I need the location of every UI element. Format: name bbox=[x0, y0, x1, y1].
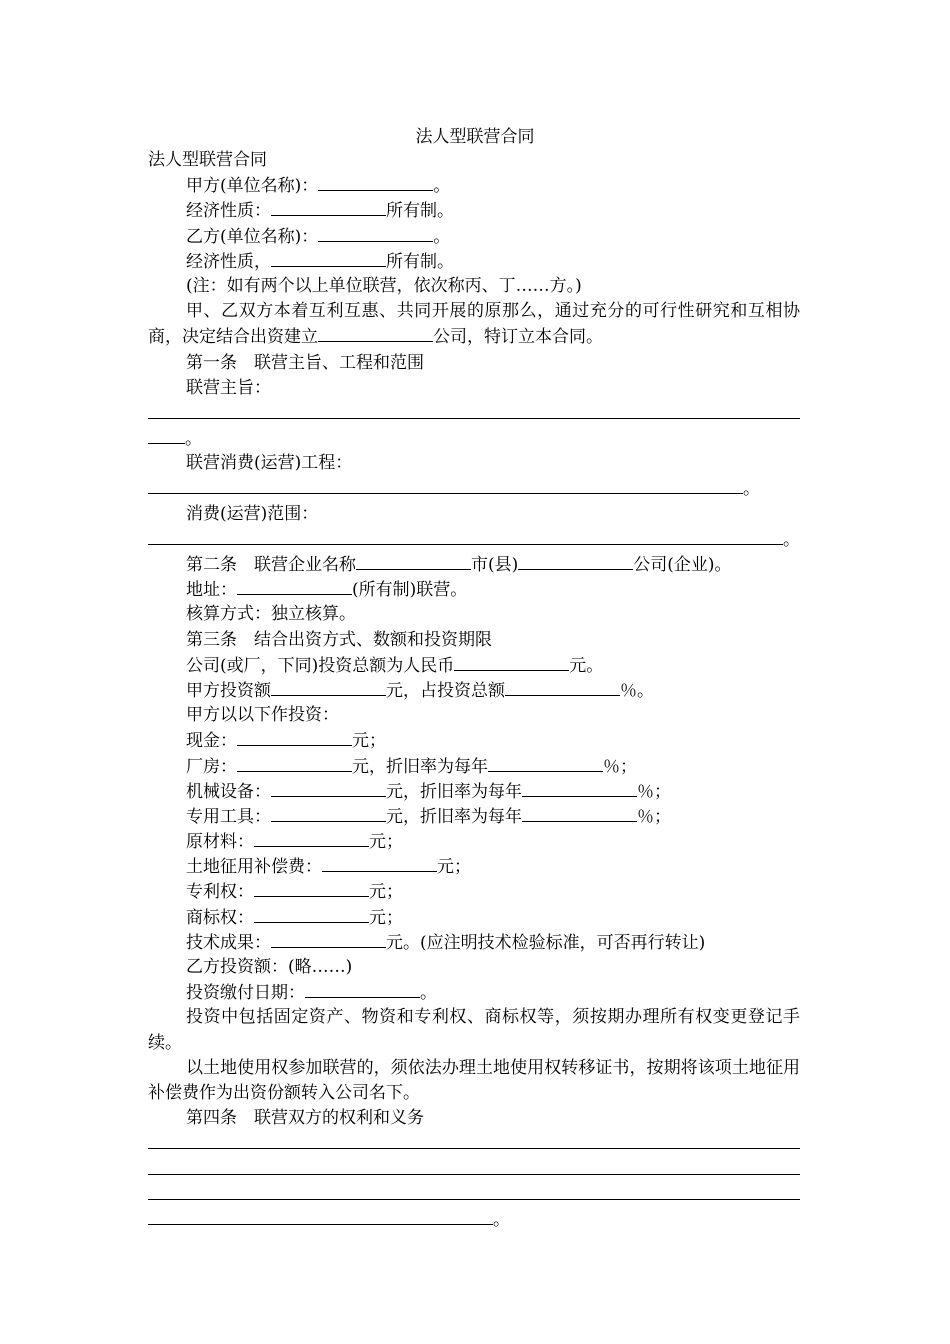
blank bbox=[488, 754, 603, 772]
blank bbox=[518, 552, 633, 570]
party-b-name-line: 乙方(单位名称)： 。 bbox=[148, 224, 800, 249]
blank bbox=[148, 426, 185, 444]
project-blank-line: 。 bbox=[148, 476, 800, 501]
blank bbox=[318, 324, 433, 342]
blank bbox=[271, 804, 386, 822]
purpose-label: 联营主旨： bbox=[186, 377, 271, 398]
blank bbox=[322, 854, 437, 872]
blank bbox=[271, 249, 386, 267]
pay-date-line: 投资缴付日期： 。 bbox=[148, 980, 800, 1005]
blank bbox=[505, 678, 620, 696]
materials-line: 原材料： 元； bbox=[148, 829, 800, 854]
blank bbox=[148, 401, 800, 419]
party-b-econ-line: 经济性质， 所有制。 bbox=[148, 249, 800, 274]
blank bbox=[454, 653, 569, 671]
blank bbox=[522, 804, 637, 822]
heading: 法人型联营合同 bbox=[148, 150, 267, 170]
trademark-line: 商标权： 元； bbox=[148, 905, 800, 930]
blank bbox=[254, 879, 369, 897]
article-4: 第四条 联营双方的权利和义务 bbox=[186, 1108, 424, 1129]
rights-blank-line-1 bbox=[148, 1131, 800, 1156]
blank bbox=[148, 527, 783, 545]
transfer-paragraph: 投资中包括固定资产、物资和专利权、商标权等，须按期办理所有权变更登记手续。 bbox=[148, 1007, 800, 1053]
blank bbox=[271, 198, 386, 216]
tech-line: 技术成果： 元。(应注明技术检验标准，可否再行转让) bbox=[148, 930, 800, 955]
blank bbox=[148, 1207, 493, 1225]
article-2: 第二条 联营企业名称 市(县) 公司(企业)。 bbox=[148, 552, 800, 577]
blank bbox=[271, 779, 386, 797]
scope-blank-line: 。 bbox=[148, 527, 800, 552]
article-1: 第一条 联营主旨、工程和范围 bbox=[186, 352, 424, 373]
blank bbox=[318, 173, 433, 191]
blank bbox=[237, 754, 352, 772]
blank bbox=[237, 577, 352, 595]
blank bbox=[148, 1157, 800, 1175]
document-title: 法人型联营合同 bbox=[415, 127, 535, 147]
blank bbox=[148, 1182, 800, 1200]
blank bbox=[148, 1131, 800, 1149]
accounting-line: 核算方式：独立核算。 bbox=[186, 604, 356, 625]
machinery-line: 机械设备： 元，折旧率为每年 ％； bbox=[148, 779, 800, 804]
purpose-blank-line bbox=[148, 401, 800, 426]
note-line: (注：如有两个以上单位联营，依次称丙、丁……方。) bbox=[186, 275, 582, 296]
blank bbox=[148, 476, 743, 494]
land-paragraph: 以土地使用权参加联营的，须依法办理土地使用权转移证书，按期将该项土地征用补偿费作为出资份额转入公司名下。 bbox=[148, 1057, 800, 1104]
purpose-blank-tail: 。 bbox=[148, 426, 800, 451]
cash-line: 现金： 元； bbox=[148, 728, 800, 753]
intro-paragraph: 甲、乙双方本着互利互惠、共同开展的原那么，通过充分的可行性研究和互相协商，决定结合出资建立 公司，特订立本合同。 bbox=[148, 301, 800, 348]
blank bbox=[356, 552, 471, 570]
project-label: 联营消费(运营)工程： bbox=[186, 453, 353, 474]
blank bbox=[271, 930, 386, 948]
document-body bbox=[148, 148, 800, 1232]
land-comp-line: 土地征用补偿费： 元； bbox=[148, 854, 800, 879]
article-3: 第三条 结合出资方式、数额和投资期限 bbox=[186, 629, 492, 650]
patent-line: 专利权： 元； bbox=[148, 879, 800, 904]
party-a-name-line: 甲方(单位名称)： 。 bbox=[148, 173, 800, 198]
blank bbox=[254, 829, 369, 847]
blank bbox=[522, 779, 637, 797]
blank bbox=[318, 224, 433, 242]
total-investment-line: 公司(或厂，下同)投资总额为人民币 元。 bbox=[148, 653, 800, 678]
address-line: 地址： (所有制)联营。 bbox=[148, 577, 800, 602]
plant-line: 厂房： 元，折旧率为每年 ％； bbox=[148, 754, 800, 779]
blank bbox=[237, 728, 352, 746]
rights-blank-line-3 bbox=[148, 1182, 800, 1207]
party-a-investment-line: 甲方投资额 元，占投资总额 ％。 bbox=[148, 678, 800, 703]
party-b-investment-line: 乙方投资额：(略……) bbox=[186, 957, 353, 978]
scope-label: 消费(运营)范围： bbox=[186, 503, 319, 524]
rights-blank-line-2 bbox=[148, 1157, 800, 1182]
party-a-invest-as: 甲方以以下作投资： bbox=[186, 705, 339, 726]
tools-line: 专用工具： 元，折旧率为每年 ％； bbox=[148, 804, 800, 829]
blank bbox=[305, 980, 420, 998]
party-a-econ-line: 经济性质： 所有制。 bbox=[148, 198, 800, 223]
rights-blank-line-4: 。 bbox=[148, 1207, 800, 1232]
blank bbox=[271, 678, 386, 696]
blank bbox=[254, 905, 369, 923]
